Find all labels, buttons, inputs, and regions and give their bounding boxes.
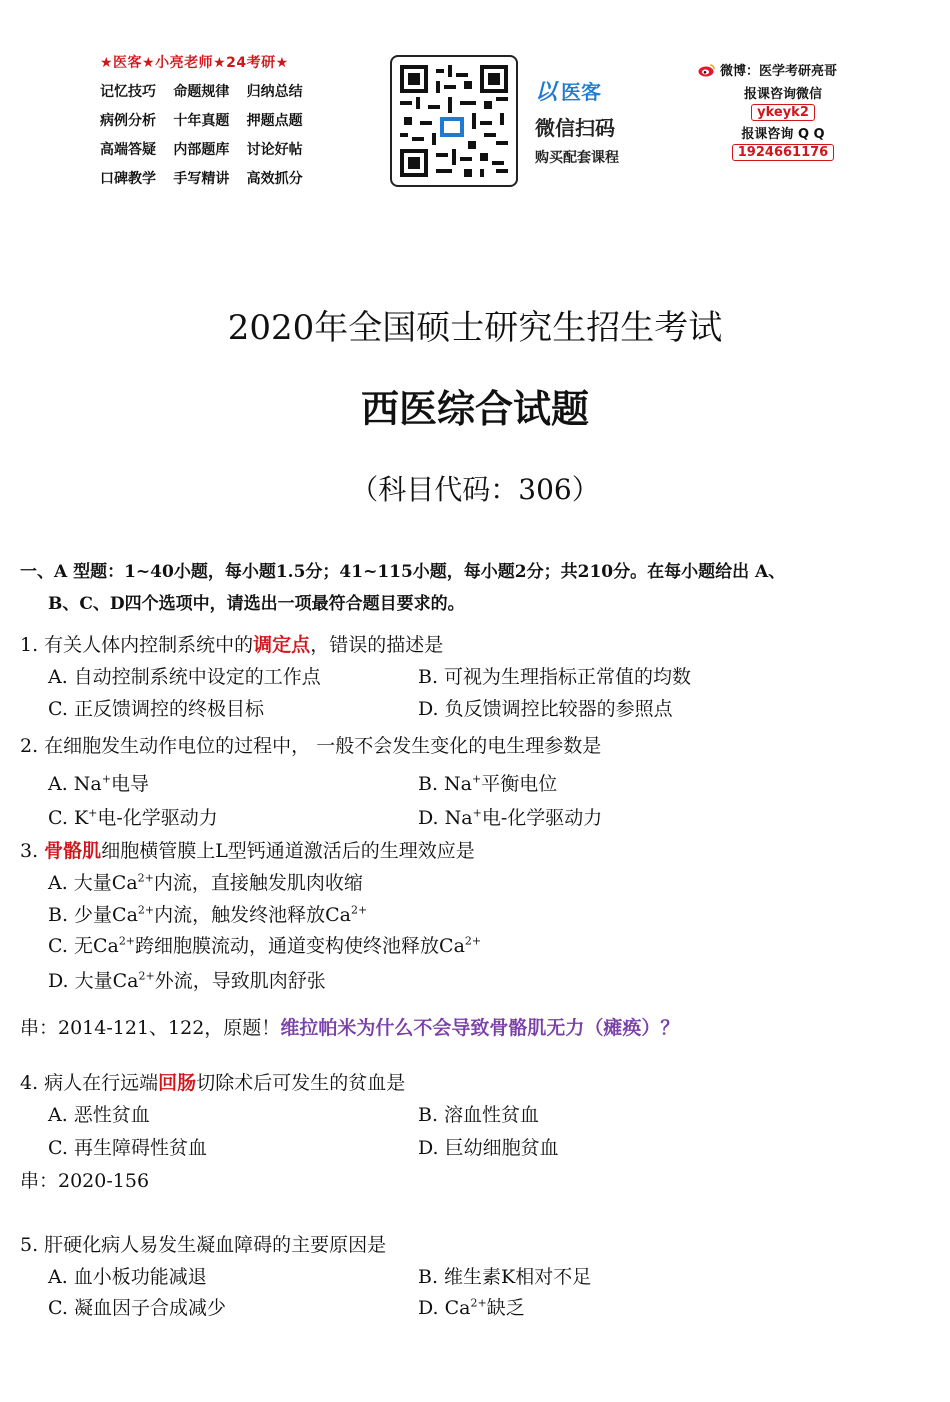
contact-panel bbox=[698, 60, 868, 163]
superscript: 2+ bbox=[137, 903, 155, 917]
section-line: B、C、D四个选项中，请选出一项最符合题目要求的。 bbox=[48, 594, 465, 614]
superscript: + bbox=[101, 772, 111, 786]
logo-mark-icon: 以 bbox=[535, 80, 558, 105]
weibo-handle: 微博：医学考研亮哥 bbox=[720, 64, 838, 79]
option: C. 凝血因子合成减少 bbox=[48, 1297, 226, 1319]
option-text: 缺乏 bbox=[486, 1297, 525, 1319]
section-instructions bbox=[20, 556, 935, 620]
highlight-note: 维拉帕米为什么不会导致骨骼肌无力（瘫痪）？ bbox=[280, 1017, 680, 1039]
option bbox=[48, 966, 326, 993]
wechat-label: 报课咨询微信 bbox=[743, 87, 822, 102]
superscript: + bbox=[88, 806, 98, 820]
option-text: 电-化学驱动力 bbox=[481, 807, 603, 829]
qr-code-icon bbox=[390, 55, 518, 187]
option-text: C. 无Ca bbox=[48, 935, 119, 957]
superscript: 2+ bbox=[137, 871, 154, 885]
subject-code: （科目代码：306） bbox=[350, 473, 600, 506]
superscript: 2+ bbox=[351, 903, 368, 917]
qq-id: 1924661176 bbox=[732, 144, 834, 161]
question-text: ，错误的描述是 bbox=[310, 634, 444, 656]
option bbox=[48, 868, 363, 895]
highlight-term: 回肠 bbox=[158, 1072, 197, 1094]
wechat-id: ykeyk2 bbox=[751, 104, 815, 121]
feature-item: 高端答疑 bbox=[100, 142, 156, 158]
brand-line: ★医客★小亮老师★24考研★ bbox=[100, 55, 289, 71]
superscript: + bbox=[472, 772, 482, 786]
weibo-line bbox=[698, 60, 868, 79]
paper-title: 西医综合试题 bbox=[360, 387, 589, 431]
option bbox=[48, 803, 218, 830]
option-text: D. 大量Ca bbox=[48, 970, 139, 992]
feature-item: 内部题库 bbox=[173, 142, 230, 158]
option-text: 电导 bbox=[110, 773, 149, 795]
option: C. 正反馈调控的终极目标 bbox=[48, 698, 264, 720]
question-text: 4. 病人在行远端 bbox=[20, 1072, 159, 1094]
question-text: 细胞横管膜上L型钙通道激活后的生理效应是 bbox=[101, 840, 475, 862]
superscript: 2+ bbox=[118, 934, 136, 948]
superscript: 2+ bbox=[470, 1296, 487, 1310]
option bbox=[418, 803, 602, 830]
feature-item: 口碑教学 bbox=[100, 171, 156, 187]
question-text: 1. 有关人体内控制系统中的 bbox=[20, 634, 254, 656]
weibo-icon bbox=[698, 63, 716, 77]
highlight-term: 调定点 bbox=[253, 634, 311, 656]
feature-row bbox=[100, 110, 320, 130]
option bbox=[418, 769, 557, 796]
feature-item: 讨论好帖 bbox=[246, 142, 303, 158]
superscript: 2+ bbox=[138, 969, 155, 983]
option-text: 平衡电位 bbox=[481, 773, 558, 795]
option: A. 自动控制系统中设定的工作点 bbox=[48, 666, 321, 688]
highlight-term: 骨骼肌 bbox=[44, 840, 102, 862]
option-text: 跨细胞膜流动，通道变构使终池释放Ca bbox=[135, 935, 465, 957]
option-text: B. 少量Ca bbox=[48, 904, 138, 926]
option: D. 负反馈调控比较器的参照点 bbox=[418, 698, 673, 720]
feature-item: 手写精讲 bbox=[173, 171, 230, 187]
scan-text: 微信扫码 bbox=[535, 116, 615, 140]
question-text: 切除术后可发生的贫血是 bbox=[196, 1072, 406, 1094]
option-text: A. 大量Ca bbox=[48, 872, 138, 894]
option-text: 电-化学驱动力 bbox=[97, 807, 218, 829]
option-text: B. Na bbox=[418, 773, 472, 795]
feature-item: 高效抓分 bbox=[246, 171, 303, 187]
feature-row bbox=[100, 139, 320, 159]
option bbox=[48, 900, 367, 927]
option bbox=[418, 1293, 525, 1320]
feature-row bbox=[100, 168, 320, 188]
feature-item: 十年真题 bbox=[173, 113, 230, 129]
question-4 bbox=[20, 1068, 405, 1095]
question-2: 2. 在细胞发生动作电位的过程中， 一般不会发生变化的电生理参数是 bbox=[20, 735, 602, 757]
buy-text: 购买配套课程 bbox=[535, 150, 619, 166]
feature-item: 归纳总结 bbox=[246, 84, 303, 100]
yike-logo bbox=[535, 75, 619, 167]
option: B. 维生素K相对不足 bbox=[418, 1266, 592, 1288]
question-1 bbox=[20, 630, 443, 657]
option-text: D. Na bbox=[418, 807, 473, 829]
option-text: 内流，触发终池释放Ca bbox=[154, 904, 352, 926]
option-text: A. Na bbox=[48, 773, 102, 795]
cross-reference-note: 串：2020-156 bbox=[20, 1170, 150, 1192]
option: A. 恶性贫血 bbox=[48, 1104, 150, 1126]
option: B. 可视为生理指标正常值的均数 bbox=[418, 666, 692, 688]
feature-row bbox=[100, 81, 320, 101]
option-text: C. K bbox=[48, 807, 89, 829]
option: B. 溶血性贫血 bbox=[418, 1104, 540, 1126]
option bbox=[48, 931, 481, 958]
logo-name: 医客 bbox=[561, 80, 602, 104]
option-text: 外流，导致肌肉舒张 bbox=[154, 970, 326, 992]
promo-features bbox=[100, 52, 320, 188]
feature-item: 押题点题 bbox=[246, 113, 303, 129]
option-text: D. Ca bbox=[418, 1297, 471, 1319]
option bbox=[48, 769, 149, 796]
exam-title: 2020年全国硕士研究生招生考试 bbox=[227, 308, 723, 348]
option-text: 内流，直接触发肌肉收缩 bbox=[153, 872, 363, 894]
feature-item: 命题规律 bbox=[173, 84, 230, 100]
option: C. 再生障碍性贫血 bbox=[48, 1137, 207, 1159]
option: A. 血小板功能减退 bbox=[48, 1266, 207, 1288]
option: D. 巨幼细胞贫血 bbox=[418, 1137, 559, 1159]
cross-reference-note bbox=[20, 1013, 679, 1040]
qq-label: 报课咨询 Q Q bbox=[741, 127, 825, 142]
feature-item: 病例分析 bbox=[100, 113, 156, 129]
section-line: 一、A 型题：1~40小题，每小题1.5分；41~115小题，每小题2分；共210分。在每小题给出 A、 bbox=[20, 562, 786, 582]
superscript: 2+ bbox=[464, 934, 482, 948]
question-5: 5. 肝硬化病人易发生凝血障碍的主要原因是 bbox=[20, 1234, 387, 1256]
superscript: + bbox=[472, 806, 482, 820]
note-text: 串：2014-121、122，原题！ bbox=[20, 1017, 281, 1039]
question-text: 3. bbox=[20, 840, 45, 862]
feature-item: 记忆技巧 bbox=[100, 84, 156, 100]
question-3 bbox=[20, 836, 475, 863]
